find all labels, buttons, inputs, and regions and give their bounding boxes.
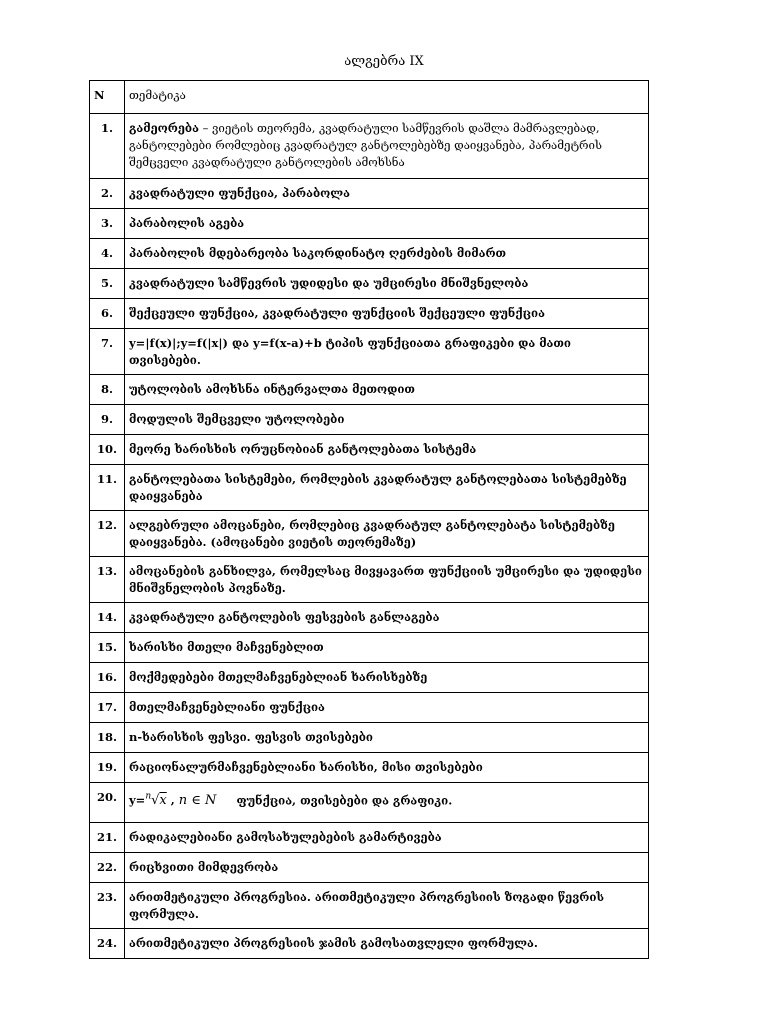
row-topic: მოდულის შემცველი უტოლობები [125, 405, 649, 435]
row-topic: კვადრატული ფუნქცია, პარაბოლა [125, 179, 649, 209]
row-number: 23. [90, 883, 125, 929]
row-topic: ხარისხი მთელი მაჩვენებლით [125, 633, 649, 663]
table-row [90, 603, 649, 633]
table-row [90, 239, 649, 269]
document-title: ალგებრა IX [344, 54, 424, 69]
row-number: 9. [90, 405, 125, 435]
table-row [90, 375, 649, 405]
row-topic: კვადრატული განტოლების ფესვების განლაგება [125, 603, 649, 633]
row-number: 8. [90, 375, 125, 405]
row-topic [125, 783, 649, 823]
table-row [90, 405, 649, 435]
formula-condition: n ∈ N [178, 793, 217, 809]
table-row [90, 723, 649, 753]
row-topic: მოქმედებები მთელმაჩვენებლიან ხარისხებზე [125, 663, 649, 693]
row-number: 19. [90, 753, 125, 783]
row-topic: რაციონალურმაჩვენებლიანი ხარისხი, მისი თვისებები [125, 753, 649, 783]
row-number: 11. [90, 465, 125, 511]
row-topic [125, 114, 649, 179]
table-row [90, 633, 649, 663]
row-number: 14. [90, 603, 125, 633]
row-number: 22. [90, 853, 125, 883]
row-number: 1. [90, 114, 125, 179]
row-number: 15. [90, 633, 125, 663]
table-row [90, 853, 649, 883]
row-number: 6. [90, 299, 125, 329]
table-row [90, 823, 649, 853]
row-topic: მეორე ხარისხის ორუცნობიან განტოლებათა სისტემა [125, 435, 649, 465]
formula-y: y= [129, 793, 146, 808]
table-row [90, 883, 649, 929]
topic-rest: – ვიეტის თეორემა, კვადრატული სამწევრის დაშლა მამრავლებად, განტოლებები რომლებიც კვადრატულ განტოლებებზე დაიყვანება, პარამეტრის შემცველი კვადრატული განტოლების ამოხსნა [129, 121, 602, 169]
row-topic: პარაბოლის აგება [125, 209, 649, 239]
radical-sign-icon: √ [151, 793, 160, 809]
row-number: 4. [90, 239, 125, 269]
row-topic: კვადრატული სამწევრის უდიდესი და უმცირესი მნიშვნელობა [125, 269, 649, 299]
table-row [90, 114, 649, 179]
row-topic: ალგებრული ამოცანები, რომლებიც კვადრატულ განტოლებატა სისტემებზე დაიყვანება. (ამოცანები ვიეტის თეორემაზე) [125, 511, 649, 557]
row-number: 5. [90, 269, 125, 299]
row-number: 7. [90, 329, 125, 375]
table-row [90, 557, 649, 603]
topic-lead: გამეორება [129, 121, 199, 135]
row-topic: n-ხარისხის ფესვი. ფესვის თვისებები [125, 723, 649, 753]
topic-text: ფუნქცია, თვისებები და გრაფიკი. [236, 793, 453, 808]
row-topic: უტოლობის ამოხსნა ინტერვალთა მეთოდით [125, 375, 649, 405]
table-row [90, 435, 649, 465]
table-row [90, 179, 649, 209]
table-row [90, 511, 649, 557]
row-topic: ამოცანების განხილვა, რომელსაც მივყავართ ფუნქციის უმცირესი და უდიდესი მნიშვნელობის პოვნაზე. [125, 557, 649, 603]
table-row [90, 929, 649, 959]
table-row [90, 465, 649, 511]
row-topic: არითმეტიკული პროგრესია. არითმეტიკული პროგრესიის ზოგადი წევრის ფორმულა. [125, 883, 649, 929]
row-topic: განტოლებათა სისტემები, რომლების კვადრატულ განტოლებათა სისტემებზე დაიყვანება [125, 465, 649, 511]
row-topic: რადიკალებიანი გამოსახულებების გამარტივება [125, 823, 649, 853]
row-number: 16. [90, 663, 125, 693]
nth-root [145, 793, 166, 808]
row-number: 20. [90, 783, 125, 823]
row-topic: პარაბოლის მდებარეობა საკორდინატო ღერძების მიმართ [125, 239, 649, 269]
radicand: x [159, 793, 167, 809]
table-row [90, 783, 649, 823]
row-number: 13. [90, 557, 125, 603]
row-number: 18. [90, 723, 125, 753]
table-row [90, 269, 649, 299]
root-formula: y=$^n$√x , n ∈ N [129, 792, 217, 809]
row-topic: მთელმაჩვენებლიანი ფუნქცია [125, 693, 649, 723]
row-number: 2. [90, 179, 125, 209]
row-number: 24. [90, 929, 125, 959]
syllabus-table [89, 80, 649, 959]
table-row [90, 753, 649, 783]
row-number: 21. [90, 823, 125, 853]
header-topic: თემატიკა [125, 81, 649, 114]
table-row [90, 663, 649, 693]
table-row [90, 299, 649, 329]
row-number: 10. [90, 435, 125, 465]
table-row [90, 329, 649, 375]
header-num: N [90, 81, 125, 114]
row-topic: არითმეტიკული პროგრესიის ჯამის გამოსათვლელი ფორმულა. [125, 929, 649, 959]
root-index: n [145, 792, 152, 802]
row-topic: შექცეული ფუნქცია, კვადრატული ფუნქციის შექცეული ფუნქცია [125, 299, 649, 329]
table-row [90, 209, 649, 239]
row-topic: y=|f(x)|;y=f(|x|) და y=f(x-a)+b ტიპის ფუნქციათა გრაფიკები და მათი თვისებები. [125, 329, 649, 375]
table-header-row [90, 81, 649, 114]
row-number: 12. [90, 511, 125, 557]
row-topic: რიცხვითი მიმდევრობა [125, 853, 649, 883]
table-row [90, 693, 649, 723]
row-number: 3. [90, 209, 125, 239]
row-number: 17. [90, 693, 125, 723]
